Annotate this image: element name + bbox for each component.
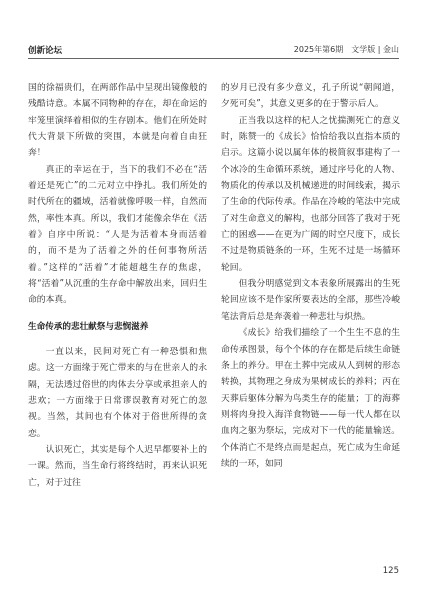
issue-info: 2025年第6期 文学版 | 金山 <box>293 45 399 54</box>
paragraph: 真正的幸运在于，当下的我们不必在“活着还是死亡”的二元对立中挣扎。我们所处的时代所在的疆域，活着就像呼吸一样，自然而然，率性本真。所以，我们才能像余华在《活着》自序中所说：“人是为活着本身而活着的，而不是为了活着之外的任何事物所活着。”这样的“活着”才能超越生存的焦虑，将“活着”从沉重的生存命中解放出来，回归生命的本真。 <box>28 164 207 306</box>
left-column <box>28 80 207 491</box>
paragraph: 国的徐福贵们，在两部作品中呈现出镜像般的残酷诗意。本属不同物种的存在，却在命运的牢笼里演绎着相似的生存剧本。他们在所处时代大背景下所做的突围，本就是向着自由狂奔！ <box>28 83 207 159</box>
page-number: 125 <box>382 566 399 576</box>
paragraph: 《成长》给我们描绘了一个生生不息的生命传承图景，每个个体的存在都是后续生命链条上的养分。甲在土葬中完成从人到树的形态转换，其物理之身成为果树成长的养料；丙在天葬后躯体分解为鸟类生存的能量；丁的海葬则将肉身投入海洋食物链——每一代人都在以血肉之躯为祭坛，完成对下一代的能量输送。个体消亡不是终点而是起点，死亡成为生命延续的一环，如同 <box>221 328 400 469</box>
paragraph: 但我分明感觉到文本表象所展露出的生死轮回应该不是作家所要表达的全部，那些冷峻笔法背后总是奔袭着一种悲壮与炽热。 <box>221 279 400 322</box>
page-header <box>28 44 399 58</box>
paragraph: 认识死亡，其实是每个人迟早都要补上的一课。然而，当生命行将终结时，再来认识死亡，对于过往 <box>28 444 207 488</box>
column-brand: 创新论坛 <box>28 46 63 56</box>
right-column <box>221 80 400 472</box>
section-title: 生命传承的悲壮献祭与悲悯滋养 <box>28 321 149 332</box>
paragraph: 一直以来，民间对死亡有一种恐惧和焦虑。这一方面缘于死亡带来的与在世亲人的永隔，无法透过俗世的肉体去分享或承担亲人的悲欢；一方面缘于日常谬误教育对死亡的忽视。当然，其间也有个体对于俗世所得的贪恋。 <box>28 346 207 439</box>
header-rule <box>28 58 399 59</box>
paragraph: 正当我以这样的杞人之忧揣测死亡的意义时，陈赞一的《成长》恰恰给我以直指本质的启示。这篇小说以属年体的极简叙事建构了一个冰冷的生命循环系统，通过序号化的人物、物质化的传承以及机械递进的时间线索，揭示了生命的代际传承。作品在冷峻的笔法中完成了对生命意义的解构，也部分回答了我对于死亡的困惑——在更为广阔的时空尺度下，成长不过是物质链条的一环，生死不过是一场循环轮回。 <box>221 115 400 273</box>
paragraph: 的岁月已没有多少意义，孔子所说“朝闻道，夕死可矣”，其意义更多的在于警示后人。 <box>221 83 400 110</box>
